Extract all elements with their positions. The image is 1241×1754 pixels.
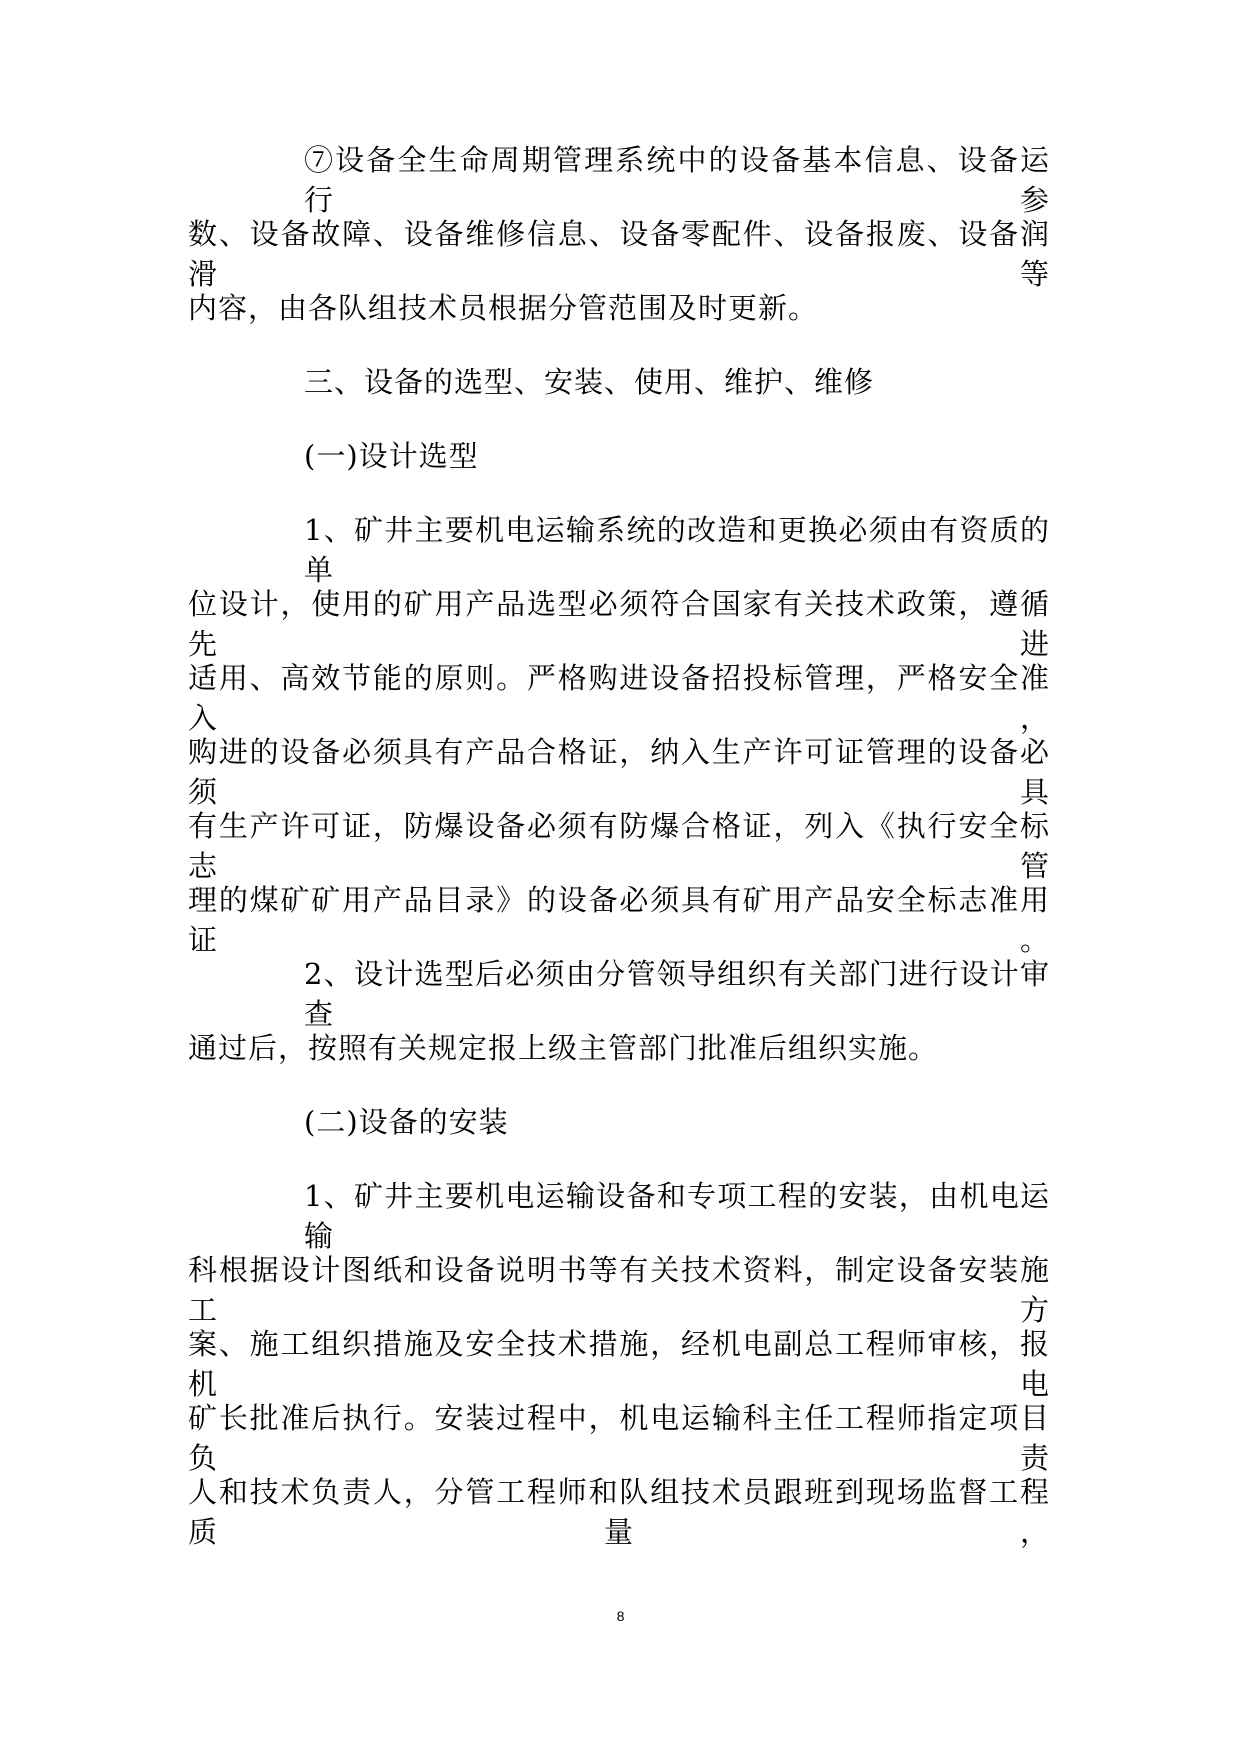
paragraph-line: 数、设备故障、设备维修信息、设备零配件、设备报废、设备润滑等 [188, 217, 1050, 291]
paragraph-line: 有生产许可证，防爆设备必须有防爆合格证，列入《执行安全标志管 [188, 809, 1050, 883]
body-text [188, 140, 1050, 1549]
paragraph-line: 内容，由各队组技术员根据分管范围及时更新。 [188, 291, 819, 325]
subsection-heading: (一)设计选型 [304, 439, 479, 473]
paragraph-line: 1、矿井主要机电运输系统的改造和更换必须由有资质的单 [304, 513, 1050, 587]
paragraph-line: 案、施工组织措施及安全技术措施，经机电副总工程师审核，报机电 [188, 1327, 1050, 1401]
paragraph-line: 适用、高效节能的原则。严格购进设备招投标管理，严格安全准入， [188, 661, 1050, 735]
page-number: 8 [616, 1608, 625, 1624]
paragraph-line: ⑦设备全生命周期管理系统中的设备基本信息、设备运行参 [304, 143, 1050, 217]
paragraph-line: 位设计，使用的矿用产品选型必须符合国家有关技术政策，遵循先进 [188, 587, 1050, 661]
paragraph-line: 1、矿井主要机电运输设备和专项工程的安装，由机电运输 [304, 1179, 1050, 1253]
paragraph-line: 科根据设计图纸和设备说明书等有关技术资料，制定设备安装施工方 [188, 1253, 1050, 1327]
paragraph-line: 购进的设备必须具有产品合格证，纳入生产许可证管理的设备必须具 [188, 735, 1050, 809]
subsection-heading: (二)设备的安装 [304, 1105, 509, 1139]
paragraph-line: 矿长批准后执行。安装过程中，机电运输科主任工程师指定项目负责 [188, 1401, 1050, 1475]
section-heading: 三、设备的选型、安装、使用、维护、维修 [304, 365, 875, 399]
paragraph-line: 通过后，按照有关规定报上级主管部门批准后组织实施。 [188, 1031, 939, 1065]
paragraph-line: 理的煤矿矿用产品目录》的设备必须具有矿用产品安全标志准用证。 [188, 883, 1050, 957]
paragraph-line: 人和技术负责人，分管工程师和队组技术员跟班到现场监督工程质量， [188, 1475, 1050, 1549]
paragraph-line: 2、设计选型后必须由分管领导组织有关部门进行设计审查 [304, 957, 1050, 1031]
